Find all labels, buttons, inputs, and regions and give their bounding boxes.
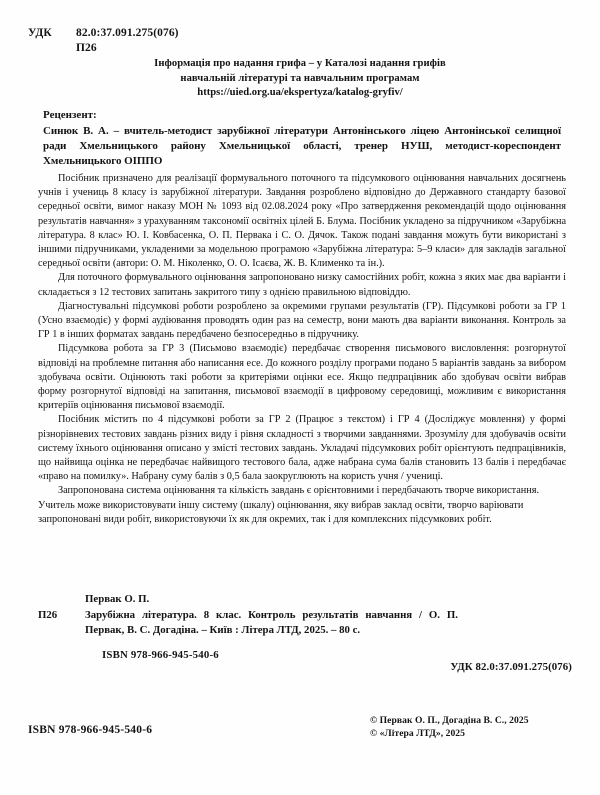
annotation-body: [38, 172, 566, 527]
annotation-paragraph-3: Діагностувальні підсумкові роботи розроблено за окремими групами результатів (ГР). Підсумкові роботи за ГР 1 (Усно взаємодіє) у формі аудіювання проводять один раз на семестр, вони мають два варіанти виконання. Контроль за ГР 1 в інших форматах завдань передбачено безпосередньо в підручнику.: [38, 300, 566, 341]
udk-catalog-code: П26: [76, 42, 97, 54]
annotation-paragraph-6: Запропонована система оцінювання та кількість завдань є орієнтовними і передбачають творче використання. Учитель може використовувати іншу систему (шкалу) оцінювання, яку вибрав заклад освіти, творчо варіювати запропоновані види робіт, використовуючи їх як для окремих, так і для комплексних підсумкових робіт.: [38, 485, 540, 525]
biblio-isbn: ISBN 978-966-945-540-6: [102, 649, 219, 661]
reviewer-title: Рецензент:: [43, 109, 97, 121]
biblio-author: Первак О. П.: [85, 593, 150, 605]
udk-block: [28, 26, 179, 56]
udk-bottom-reference: УДК 82.0:37.091.275(076): [450, 661, 572, 673]
biblio-main: [38, 608, 458, 638]
biblio-description: Зарубіжна література. 8 клас. Контроль результатів навчання / О. П. Первак, В. С. Догадіна. – Київ : Літера ЛТД, 2025. – 80 с.: [85, 609, 458, 636]
annotation-paragraph-5: Посібник містить по 4 підсумкові роботи за ГР 2 (Працює з текстом) і ГР 4 (Досліджує мовлення) у формі різнорівневих тестових завдань різних виду і рівня складності з творчими завданнями. Зрозумілу для здобувачів освіти систему їхнього оцінювання описано у змісті тестових завдань. Укладачі підсумкових робіт орієнтують педпрацівників, що найвища оцінка не передбачає найвищого тестового бала, адже набрана сума балів становить 13 балів і передбачає «право на помилку». Набрану суму балів з 0,5 бала заокруглюють на користь учня / учениці.: [38, 414, 566, 483]
copyright-authors: © Первак О. П., Догадіна В. С., 2025: [370, 715, 529, 726]
reviewer-block: [43, 108, 561, 169]
udk-label: УДК: [28, 27, 52, 39]
annotation-paragraph-2: Для поточного формувального оцінювання запропоновано низку самостійних робіт, кожна з яких має два варіанти і складається з 12 тестових запитань закритого типу з однією правильною відповіддю.: [38, 272, 566, 298]
footer-isbn: ISBN 978-966-945-540-6: [28, 724, 153, 736]
grif-header: [0, 57, 600, 101]
annotation-paragraph-1: Посібник призначено для реалізації формувального поточного та підсумкового оцінювання навчальних досягнень учнів і учениць 8 класу із зарубіжної літератури. Завдання розроблено відповідно до Державного стандарту базової середньої освіти, вимог наказу МОН № 1093 від 02.08.2024 року «Про затвердження рекомендацій щодо оцінювання результатів навчання» з урахуванням таксономії освітніх цілей Б. Блума. Посібник укладено за підручником «Зарубіжна література. 8 клас» Ю. І. Ковбасенка, О. П. Первака і С. О. Дячок. Також подані завдання можуть бути використані з іншими підручниками, укладеними за модельною програмою «Зарубіжна література: 5–9 класи» для закладів загальної середньої освіти (автори: О. М. Ніколенко, О. О. Ісаєва, Ж. В. Клименко та ін.).: [38, 173, 566, 270]
grif-line-2: навчальній літературі та навчальним програмам: [180, 72, 420, 84]
udk-value: 82.0:37.091.275(076): [76, 27, 179, 39]
copyright-block: [370, 714, 529, 740]
grif-line-1: Інформація про надання грифа – у Каталозі надання грифів: [154, 58, 446, 69]
biblio-shelf-code: П26: [38, 609, 58, 621]
grif-catalog-url[interactable]: https://uied.org.ua/ekspertyza/katalog-gryfiv/: [197, 87, 403, 98]
reviewer-name-and-credentials: Синюк В. А. – вчитель-методист зарубіжної літератури Антонінського ліцею Антонінської селищної ради Хмельницького району Хмельницької області, тренер НУШ, методист-кореспондент Хмельницького ОІППО: [43, 125, 561, 167]
udk-row: [28, 26, 179, 41]
bibliographic-record: [38, 592, 458, 663]
annotation-paragraph-4: Підсумкова робота за ГР 3 (Письмово взаємодіє) передбачає створення письмового висловлення: розгорнутої відповіді на проблемне питання або написання есе. До кожного розділу програми подано 5 варіантів завдань за вибором здобувача освіти. Оцінюють такі роботи за критеріями оцінки есе. Якщо педпрацівник або здобувач освіти вибрав форму розгорнутої відповіді на запитання, письмової взаємодії в цифровому середовищі, можливим є використання критеріїв оцінювання письмової взаємодії.: [38, 343, 566, 412]
copyright-publisher: © «Літера ЛТД», 2025: [370, 728, 466, 739]
